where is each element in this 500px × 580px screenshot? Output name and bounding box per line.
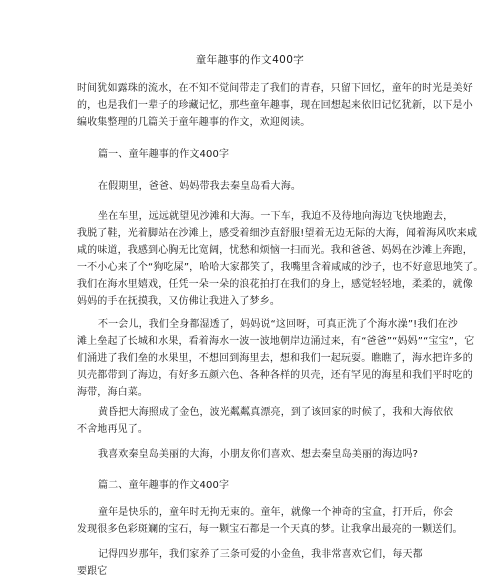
intro-line: 时间犹如露珠的流水，在不知不觉间带走了我们的青春，只留下回忆，童年的时光是美好 <box>77 83 473 94</box>
paragraph-line: 们涌进了我们垒的水果里，不想回到海里去，想和我们一起玩耍。瞧瞧了，海水把许多的 <box>77 353 473 364</box>
paragraph-line: 海带，海白菜。 <box>77 387 149 398</box>
intro-line: 的，也是我们一辈子的珍藏记忆，那些童年趣事，现在回想起来依旧记忆犹新，以下是小 <box>77 100 473 111</box>
document-title: 童年趣事的作文400字 <box>195 54 305 66</box>
paragraph-line: 我脱了鞋，光着脚站在沙滩上，感受着细沙直舒服!望着无边无际的大海，闻着海风吹来咸 <box>77 228 478 239</box>
section1-paragraph-4 <box>77 404 454 438</box>
paragraph-line: 不舍地再见了。 <box>77 424 149 435</box>
paragraph-line: 妈妈的手在抚摸我，又仿佛让我进入了梦乡。 <box>77 296 280 307</box>
paragraph-line: 咸的味道，我感到心胸无比宽阔，忧愁和烦恼一扫而光。我和爸爸、妈妈在沙滩上奔跑， <box>77 245 473 256</box>
paragraph-line: 坐在车里，远远就望见沙滩和大海。一下车，我迫不及待地向海边飞快地跑去， <box>98 211 454 222</box>
intro-paragraph <box>77 80 473 131</box>
section1-paragraph-1: 在假期里，爸爸、妈妈带我去秦皇岛看大海。 <box>98 181 301 192</box>
paragraph-line: 滩上垒起了长城和水果，看着海水一波一波地朝岸边涌过来，有“爸爸”“妈妈”“宝宝”，它 <box>77 336 475 347</box>
paragraph-line: 贝壳都带到了海边，有好多五颜六色、各种各样的贝壳，还有罕见的海星和我们平时吃的 <box>77 370 473 381</box>
paragraph-line: 黄昏把大海照成了金色，波光粼粼真漂亮，到了该回家的时候了，我和大海依依 <box>98 407 454 418</box>
paragraph-line: 不一会儿，我们全身都湿透了，妈妈说“这回呀，可真正洗了个海水澡”!我们在沙 <box>98 319 458 330</box>
paragraph-line: 发现很多色彩斑斓的宝石，每一颗宝石都是一个天真的梦。让我拿出最亮的一颗送们。 <box>77 524 463 535</box>
intro-line: 编收集整理的几篇关于童年趣事的作文，欢迎阅读。 <box>77 117 311 128</box>
section2-paragraph-1 <box>77 504 463 538</box>
section2-heading: 篇二、童年趣事的作文400字 <box>98 480 230 491</box>
paragraph-line: 我们在海水里嬉戏，任凭一朵一朵的浪花拍打在我们的身上，感觉轻轻地，柔柔的，就像 <box>77 279 473 290</box>
section1-paragraph-3 <box>77 316 475 401</box>
section2-paragraph-2: 记得四岁那年，我们家养了三条可爱的小金鱼，我非常喜欢它们，每天都要跟它 <box>77 549 423 577</box>
section1-paragraph-2 <box>77 208 484 310</box>
section1-heading: 篇一、童年趣事的作文400字 <box>98 149 230 160</box>
paragraph-line: 一不小心来了个“狗吃屎”，哈哈大家都笑了，我嘴里含着咸咸的沙子，也不好意思地笑了。 <box>77 262 484 273</box>
section1-paragraph-5: 我喜欢秦皇岛美丽的大海，小朋友你们喜欢、想去秦皇岛美丽的海边吗? <box>98 449 419 460</box>
paragraph-line: 童年是快乐的，童年时无拘无束的。童年，就像一个神奇的宝盒，打开后，你会 <box>98 507 454 518</box>
